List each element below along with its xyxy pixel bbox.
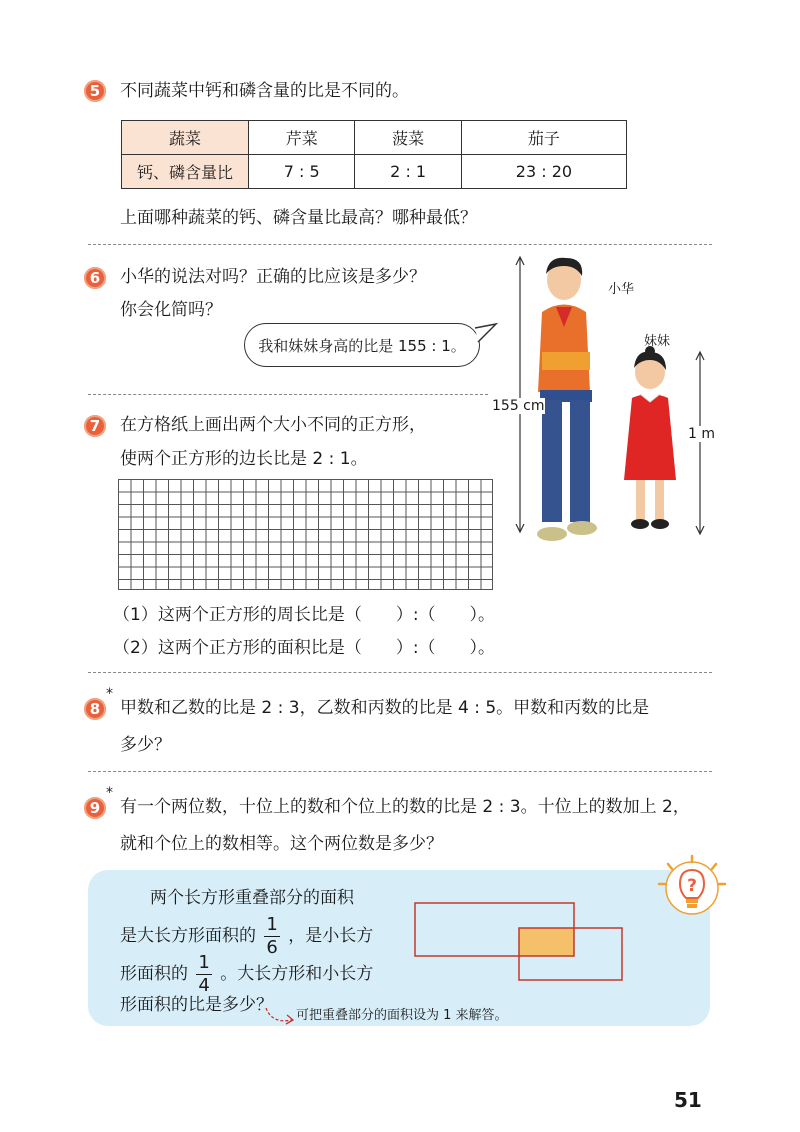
section-divider bbox=[88, 394, 488, 395]
challenge-line2-start: 是大长方形面积的 bbox=[120, 926, 256, 946]
challenge-line3-start: 形面积的 bbox=[120, 964, 188, 984]
icon-question-mark: ? bbox=[687, 876, 697, 896]
section-divider bbox=[88, 244, 712, 245]
table-header-cell: 蔬菜 bbox=[122, 121, 249, 155]
speech-text: 我和妹妹身高的比是 155 : 1。 bbox=[258, 336, 466, 355]
vegetable-ratio-table bbox=[121, 120, 627, 189]
table-header-cell: 茄子 bbox=[461, 121, 626, 155]
label-boy: 小华 bbox=[608, 282, 635, 297]
fraction-one-fourth bbox=[196, 951, 211, 996]
overlap-rectangles-diagram bbox=[410, 898, 630, 988]
q9-line2: 就和个位上的数相等。这个两位数是多少？ bbox=[120, 834, 443, 854]
optional-star-icon: * bbox=[106, 785, 113, 801]
challenge-line1: 两个长方形重叠部分的面积 bbox=[150, 888, 354, 908]
fraction-numerator: 1 bbox=[198, 951, 210, 973]
challenge-line2-end: ，是小长方 bbox=[288, 926, 374, 946]
girl-figure bbox=[624, 346, 676, 529]
q5-question: 上面哪种蔬菜的钙、磷含量比最高？哪种最低？ bbox=[120, 208, 477, 228]
table-row bbox=[122, 121, 627, 155]
q7-line2: 使两个正方形的边长比是 2 : 1。 bbox=[120, 449, 368, 469]
question-number-badge: 9 bbox=[84, 797, 106, 819]
label-boy-height: 155 cm bbox=[492, 398, 545, 414]
table-header-cell: 芹菜 bbox=[249, 121, 355, 155]
q7-sub1: （1）这两个正方形的周长比是（ ）:（ ）。 bbox=[113, 605, 496, 625]
optional-star-icon: * bbox=[106, 686, 113, 702]
question-number-badge: 8 bbox=[84, 698, 106, 720]
label-girl-height: 1 m bbox=[688, 426, 715, 442]
challenge-line4: 形面积的比是多少？ bbox=[120, 995, 273, 1015]
fraction-denominator: 4 bbox=[198, 974, 210, 996]
section-divider bbox=[88, 672, 712, 673]
page-number: 51 bbox=[674, 1088, 702, 1112]
fraction-one-sixth bbox=[264, 913, 279, 958]
fraction-denominator: 6 bbox=[266, 936, 278, 958]
challenge-line3 bbox=[120, 952, 373, 996]
grid-paper[interactable] bbox=[118, 479, 493, 590]
question-number-badge: 6 bbox=[84, 267, 106, 289]
question-number-badge: 7 bbox=[84, 415, 106, 437]
fraction-numerator: 1 bbox=[266, 913, 278, 935]
lightbulb-question-icon bbox=[656, 854, 728, 924]
section-divider bbox=[88, 771, 712, 772]
q7-line1: 在方格纸上画出两个大小不同的正方形， bbox=[120, 415, 426, 435]
hint-text: 可把重叠部分的面积设为 1 来解答。 bbox=[296, 1008, 508, 1023]
q5-title: 不同蔬菜中钙和磷含量的比是不同的。 bbox=[120, 81, 409, 101]
q6-line2: 你会化简吗？ bbox=[120, 300, 222, 320]
q9-line1: 有一个两位数，十位上的数和个位上的数的比是 2 : 3。十位上的数加上 2， bbox=[120, 797, 690, 817]
q8-line1: 甲数和乙数的比是 2 : 3，乙数和丙数的比是 4 : 5。甲数和丙数的比是 bbox=[120, 698, 650, 718]
q6-line1: 小华的说法对吗？正确的比应该是多少？ bbox=[120, 267, 426, 287]
table-cell: 23 : 20 bbox=[461, 155, 626, 189]
boy-figure bbox=[537, 258, 597, 541]
q8-line2: 多少？ bbox=[120, 735, 171, 755]
challenge-line3-end: 。大长方形和小长方 bbox=[220, 964, 374, 984]
table-header-cell: 菠菜 bbox=[355, 121, 461, 155]
table-cell: 7 : 5 bbox=[249, 155, 355, 189]
q7-sub2: （2）这两个正方形的面积比是（ ）:（ ）。 bbox=[113, 638, 496, 658]
speech-bubble bbox=[244, 323, 480, 367]
table-row bbox=[122, 155, 627, 189]
label-girl: 妹妹 bbox=[644, 334, 671, 349]
table-cell: 2 : 1 bbox=[355, 155, 461, 189]
table-row-label: 钙、磷含量比 bbox=[122, 155, 249, 189]
question-number-badge: 5 bbox=[84, 80, 106, 102]
